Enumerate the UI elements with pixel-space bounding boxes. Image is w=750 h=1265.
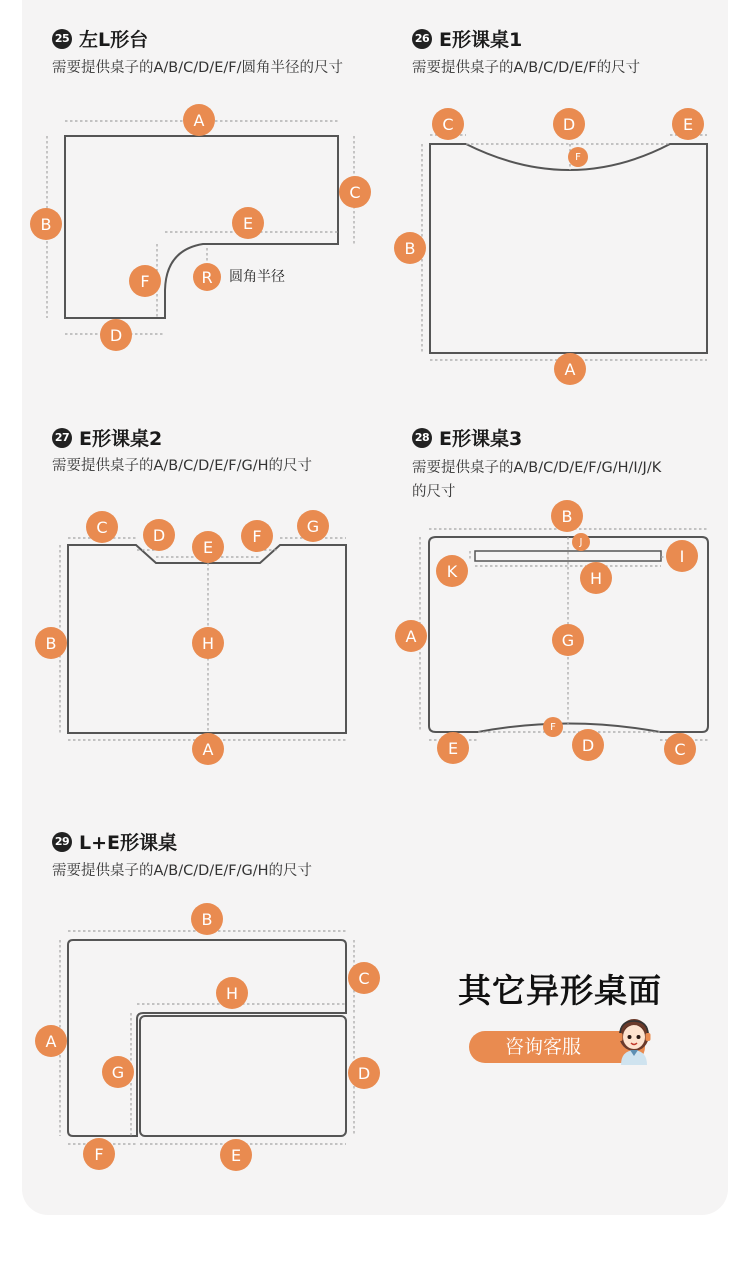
dimension-label-b [394,232,426,264]
dimension-marker-text: F [550,722,556,733]
section-number-badge: 28 [412,428,432,448]
dimension-marker-text: C [349,183,361,202]
dimension-marker-text: H [201,634,215,653]
dimension-marker-text: H [225,984,239,1003]
dimension-marker-text: A [193,111,205,130]
dimension-marker-text: I [679,547,685,566]
dimension-marker-text: A [202,740,214,759]
e-desk-1-outline [430,144,707,353]
dimension-label-c [86,511,118,543]
dimension-label-c [348,962,380,994]
dimension-label-a [395,620,427,652]
dimension-label-f [241,520,273,552]
dimension-label-e [672,108,704,140]
dimension-marker-text: F [252,527,262,546]
l-e-desk-inner-block [140,1016,346,1136]
section-number-badge: 26 [412,29,432,49]
l-e-desk-outline [68,940,346,1136]
dimension-label-d [572,729,604,761]
section-25-desc: 需要提供桌子的A/B/C/D/E/F/圆角半径的尺寸 [52,60,343,76]
dimension-label-d [348,1057,380,1089]
dimension-label-g [102,1056,134,1088]
section-title-text: 左L形台 [79,29,149,51]
section-28-desc-line1: 需要提供桌子的A/B/C/D/E/F/G/H/I/J/K [412,460,662,476]
dimension-marker-text: B [40,215,52,234]
dimension-label-e [192,531,224,563]
dimension-marker-text: R [201,268,213,287]
dimension-marker-text: F [94,1145,104,1164]
dimension-marker-text: B [404,239,416,258]
dimension-marker-text: C [96,518,108,537]
dimension-marker-text: C [674,740,686,759]
dimension-marker-text: E [202,538,214,557]
dimension-marker-text: H [589,569,603,588]
dimension-label-g [552,624,584,656]
diagram-e-desk-1 [422,135,707,360]
dimension-label-c [339,176,371,208]
dimension-marker-text: B [201,910,213,929]
dimension-marker-text: G [111,1063,125,1082]
dimension-marker-text: F [140,272,150,291]
dimension-marker-text: C [358,969,370,988]
diagram-left-l-desk [47,121,354,334]
dimension-marker-text: D [562,115,576,134]
dimension-label-j [572,533,590,551]
dimension-marker-text: E [447,739,459,758]
diagram-l-e-desk [60,931,354,1144]
dimension-label-c [432,108,464,140]
dimension-marker-text: B [45,634,57,653]
dimension-label-a [35,1025,67,1057]
section-28-desc-line2: 的尺寸 [412,484,456,500]
dimension-label-i [666,540,698,572]
dimension-marker-text: E [682,115,694,134]
dimension-label-a [192,733,224,765]
dimension-label-b [551,500,583,532]
dimension-marker-text: B [561,507,573,526]
customer-service-avatar-icon [615,1013,653,1065]
section-number-badge: 25 [52,29,72,49]
section-title-text: E形课桌3 [439,428,523,450]
dimension-label-f [543,717,563,737]
dimension-marker-text: D [357,1064,371,1083]
dimension-label-f [129,265,161,297]
dimension-label-r [193,263,221,291]
dimension-label-f [83,1138,115,1170]
dimension-label-k [436,555,468,587]
dimension-marker-text: E [230,1146,242,1165]
dimension-marker-text: K [446,562,458,581]
l-desk-outline [65,136,338,318]
dimension-label-b [35,627,67,659]
dimension-marker-text: D [152,526,166,545]
dimension-label-d [553,108,585,140]
section-title-text: E形课桌2 [79,428,163,450]
section-26-desc: 需要提供桌子的A/B/C/D/E/F的尺寸 [412,60,641,76]
corner-radius-note: 圆角半径 [229,269,285,285]
dimension-label-f [568,147,588,167]
dimension-label-e [232,207,264,239]
dimension-label-h [580,562,612,594]
section-number-badge: 29 [52,832,72,852]
section-27-desc: 需要提供桌子的A/B/C/D/E/F/G/H的尺寸 [52,458,312,474]
dimension-marker-text: J [579,537,583,548]
dimension-marker-text: F [575,152,581,163]
section-29-desc: 需要提供桌子的A/B/C/D/E/F/G/H的尺寸 [52,863,312,879]
dimension-marker-text: E [242,214,254,233]
dimension-label-c [664,733,696,765]
dimension-marker-text: G [306,517,320,536]
contact-service-label: 咨询客服 [505,1036,582,1058]
dimension-label-e [220,1139,252,1171]
dimension-marker-text: G [561,631,575,650]
dimension-label-g [297,510,329,542]
dimension-label-h [216,977,248,1009]
section-title-text: L+E形课桌 [79,832,178,854]
dimension-label-e [437,732,469,764]
dimension-label-b [191,903,223,935]
dimension-label-d [100,319,132,351]
dimension-marker-text: A [405,627,417,646]
section-number-badge: 27 [52,428,72,448]
dimension-marker-text: C [442,115,454,134]
dimension-label-a [554,353,586,385]
dimension-label-a [183,104,215,136]
dimension-label-h [192,627,224,659]
dimension-label-d [143,519,175,551]
dimension-marker-text: A [564,360,576,379]
dimension-marker-text: D [581,736,595,755]
other-shapes-title: 其它异形桌面 [458,971,662,1010]
section-title-text: E形课桌1 [439,29,523,51]
dimension-label-b [30,208,62,240]
dimension-marker-text: D [109,326,123,345]
dimension-marker-text: A [45,1032,57,1051]
